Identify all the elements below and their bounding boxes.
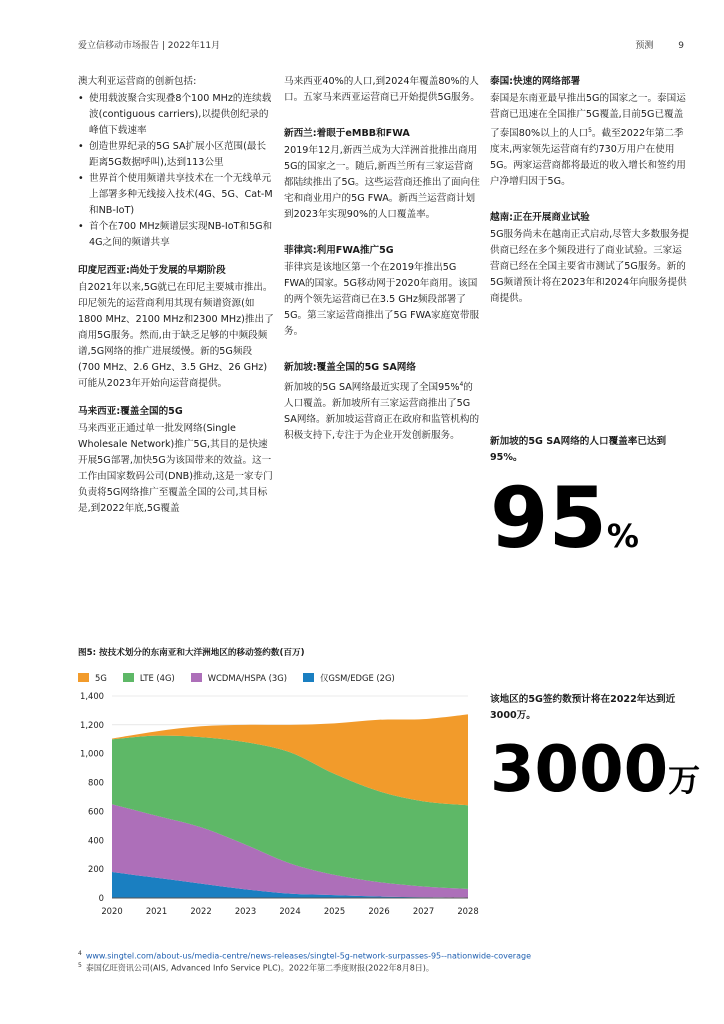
page-header xyxy=(78,38,684,52)
footnote-mark: 5 xyxy=(78,962,82,969)
section-body: 5G服务尚未在越南正式启动,尽管大多数服务提供商已经在多个频段进行了商业试验。三家运营商已经在全国主要省市测试了5G服务。新的5G频谱预计将在2023年和2024年向服务提供商提供。 xyxy=(490,229,689,305)
body-text: 的人口覆盖。新加坡所有三家运营商推出了5G SA网络。新加坡运营商正在政府和监管机构的积极支持下,专注于为企业开发创新服务。 xyxy=(284,382,480,442)
body-text: 新加坡的5G SA网络最近实现了全国95% xyxy=(284,382,460,394)
legend-label: WCDMA/HSPA (3G) xyxy=(207,673,287,683)
legend-item xyxy=(191,673,287,683)
legend-item xyxy=(123,673,175,683)
x-tick-label: 2022 xyxy=(190,906,212,916)
section-vietnam xyxy=(490,210,690,307)
stat-label-singapore: 新加坡的5G SA网络的人口覆盖率已达到95%。 xyxy=(490,436,667,463)
column-1 xyxy=(78,74,274,529)
footnote-ref: 4 xyxy=(459,381,464,388)
y-tick-label: 1,000 xyxy=(80,748,104,759)
malaysia-continued: 马来西亚40%的人口,到2024年覆盖80%的人口。五家马来西亚运营商已开始提供5G服务。 xyxy=(284,76,480,103)
bullet-item: • 创造世界纪录的5G SA扩展小区范围(最长距离5G数据呼叫),达到113公里 xyxy=(78,139,274,171)
legend-label: LTE (4G) xyxy=(139,673,175,683)
legend-swatch xyxy=(191,673,202,682)
legend-label: 5G xyxy=(95,673,107,683)
bullet-item: • 使用载波聚合实现叠8个100 MHz的连续载波(contiguous carriers),以提供创纪录的峰值下载速率 xyxy=(78,91,274,139)
y-tick-label: 600 xyxy=(88,806,104,817)
bullet-item: • 世界首个使用频谱共享技术在一个无线单元上部署多种无线接入技术(4G、5G、Cat-M和NB-IoT) xyxy=(78,171,274,219)
section-new-zealand xyxy=(284,126,480,223)
footnote-text: 泰国亿旺资讯公司(AIS, Advanced Info Service PLC)。2022年第二季度财报(2022年8月8日)。 xyxy=(85,963,434,973)
section-label: 预测 xyxy=(635,41,654,51)
australia-intro: 澳大利亚运营商的创新包括: xyxy=(78,76,197,87)
x-tick-label: 2020 xyxy=(101,906,123,916)
section-body: 2019年12月,新西兰成为大洋洲首批推出商用5G的国家之一。随后,新西兰所有三家运营商都陆续推出了5G。这些运营商还推出了面向住宅和商业用户的5G FWA。新西兰运营商计划到2023年实现90%的人口覆盖率。 xyxy=(284,145,480,220)
section-title: 越南:正在开展商业试验 xyxy=(490,212,590,224)
australia-bullets xyxy=(78,91,274,251)
section-thailand xyxy=(490,74,690,190)
header-right xyxy=(635,38,684,51)
section-title: 菲律宾:利用FWA推广5G xyxy=(284,245,394,256)
y-tick-label: 1,200 xyxy=(80,719,104,730)
x-tick-label: 2021 xyxy=(145,906,168,916)
section-title: 新加坡:覆盖全国的5G SA网络 xyxy=(284,362,416,373)
column-3 xyxy=(490,74,690,319)
footnote-mark: 4 xyxy=(78,950,82,957)
section-body: 菲律宾是该地区第一个在2019年推出5G FWA的国家。5G移动网于2020年商用。该国的两个领先运营商已在3.5 GHz频段部署了5G。第三家运营商推出了5G FWA家庭宽带服务。 xyxy=(284,262,480,337)
page-number: 9 xyxy=(678,41,684,51)
chart-legend xyxy=(78,672,411,684)
stat-label-subscriptions: 该地区的5G签约数预计将在2022年达到近3000万。 xyxy=(490,694,676,721)
x-tick-label: 2023 xyxy=(234,906,257,916)
stat-unit: 万 xyxy=(668,761,701,799)
body-text: 。截至2022年第二季度末,两家领先运营商有约730万用户在使用5G。两家运营商都将最近的收入增长和签约用户净增归因于5G。 xyxy=(490,128,686,188)
stat-value: 95 xyxy=(490,469,607,567)
x-tick-label: 2027 xyxy=(412,906,435,916)
footnote-5 xyxy=(78,962,434,974)
legend-swatch xyxy=(78,673,89,682)
section-body: 自2021年以来,5G就已在印尼主要城市推出。印尼领先的运营商利用其现有频谱资源(如1800 MHz、2100 MHz和2300 MHz)推出了商用5G服务。然而,由于缺乏足够的中频段频谱,5G网络的推广进展缓慢。新的5G频段(700 MHz、2.6 GHz、3.5 GHz、26 GHz)可能从2023年开始向运营商提供。 xyxy=(78,282,274,389)
y-tick-label: 0 xyxy=(98,893,104,903)
section-singapore xyxy=(284,360,480,444)
stat-unit: % xyxy=(606,517,639,555)
stat-number-subscriptions xyxy=(490,733,701,807)
section-body xyxy=(490,91,690,190)
legend-item xyxy=(303,672,395,684)
legend-swatch xyxy=(303,673,314,682)
section-philippines xyxy=(284,243,480,340)
section-indonesia xyxy=(78,263,274,392)
y-tick-label: 200 xyxy=(88,864,104,875)
section-title: 新西兰:着眼于eMBB和FWA xyxy=(284,128,410,139)
stat-number-singapore xyxy=(490,469,639,567)
x-tick-label: 2026 xyxy=(368,906,390,916)
legend-label: 仅GSM/EDGE (2G) xyxy=(320,673,395,683)
area-chart xyxy=(70,688,490,923)
section-title: 马来西亚:覆盖全国的5G xyxy=(78,406,183,417)
x-tick-label: 2028 xyxy=(457,906,479,916)
report-title: 爱立信移动市场报告 | 2022年11月 xyxy=(78,41,221,51)
stat-value: 3000 xyxy=(490,733,669,807)
column-2 xyxy=(284,74,480,456)
y-tick-label: 400 xyxy=(88,835,104,846)
section-body: 马来西亚正通过单一批发网络(Single Wholesale Network)推广5G,其目的是快速开展5G部署,加快5G为该国带来的效益。这一工作由国家数码公司(DNB)推动,这是一家专门负责将5G网络推广至覆盖全国的公司,其目标是,到2022年底,5G覆盖 xyxy=(78,423,273,514)
section-body xyxy=(284,377,480,444)
legend-item xyxy=(78,673,107,683)
x-tick-label: 2024 xyxy=(279,906,301,916)
footnote-ref: 5 xyxy=(588,127,592,134)
bullet-item: • 首个在700 MHz频谱层实现NB-IoT和5G和4G之间的频谱共享 xyxy=(78,219,274,251)
y-tick-label: 1,400 xyxy=(80,691,104,701)
y-tick-label: 800 xyxy=(88,777,104,788)
footnote-link[interactable]: www.singtel.com/about-us/media-centre/news-releases/singtel-5g-network-surpasses-95--nationwide-coverage xyxy=(85,951,531,961)
section-malaysia xyxy=(78,404,274,517)
legend-swatch xyxy=(123,673,134,682)
figure-title: 图5: 按技术划分的东南亚和大洋洲地区的移动签约数(百万) xyxy=(78,648,305,658)
body-text: 泰国是东南亚最早推出5G的国家之一。泰国运营商已迅速在全国推广5G覆盖,目前5G已覆盖了泰国80%以上的人口 xyxy=(490,93,686,140)
footnote-4 xyxy=(78,950,531,961)
section-title: 印度尼西亚:尚处于发展的早期阶段 xyxy=(78,265,226,276)
section-title: 泰国:快速的网络部署 xyxy=(490,76,581,87)
x-tick-label: 2025 xyxy=(323,906,346,916)
